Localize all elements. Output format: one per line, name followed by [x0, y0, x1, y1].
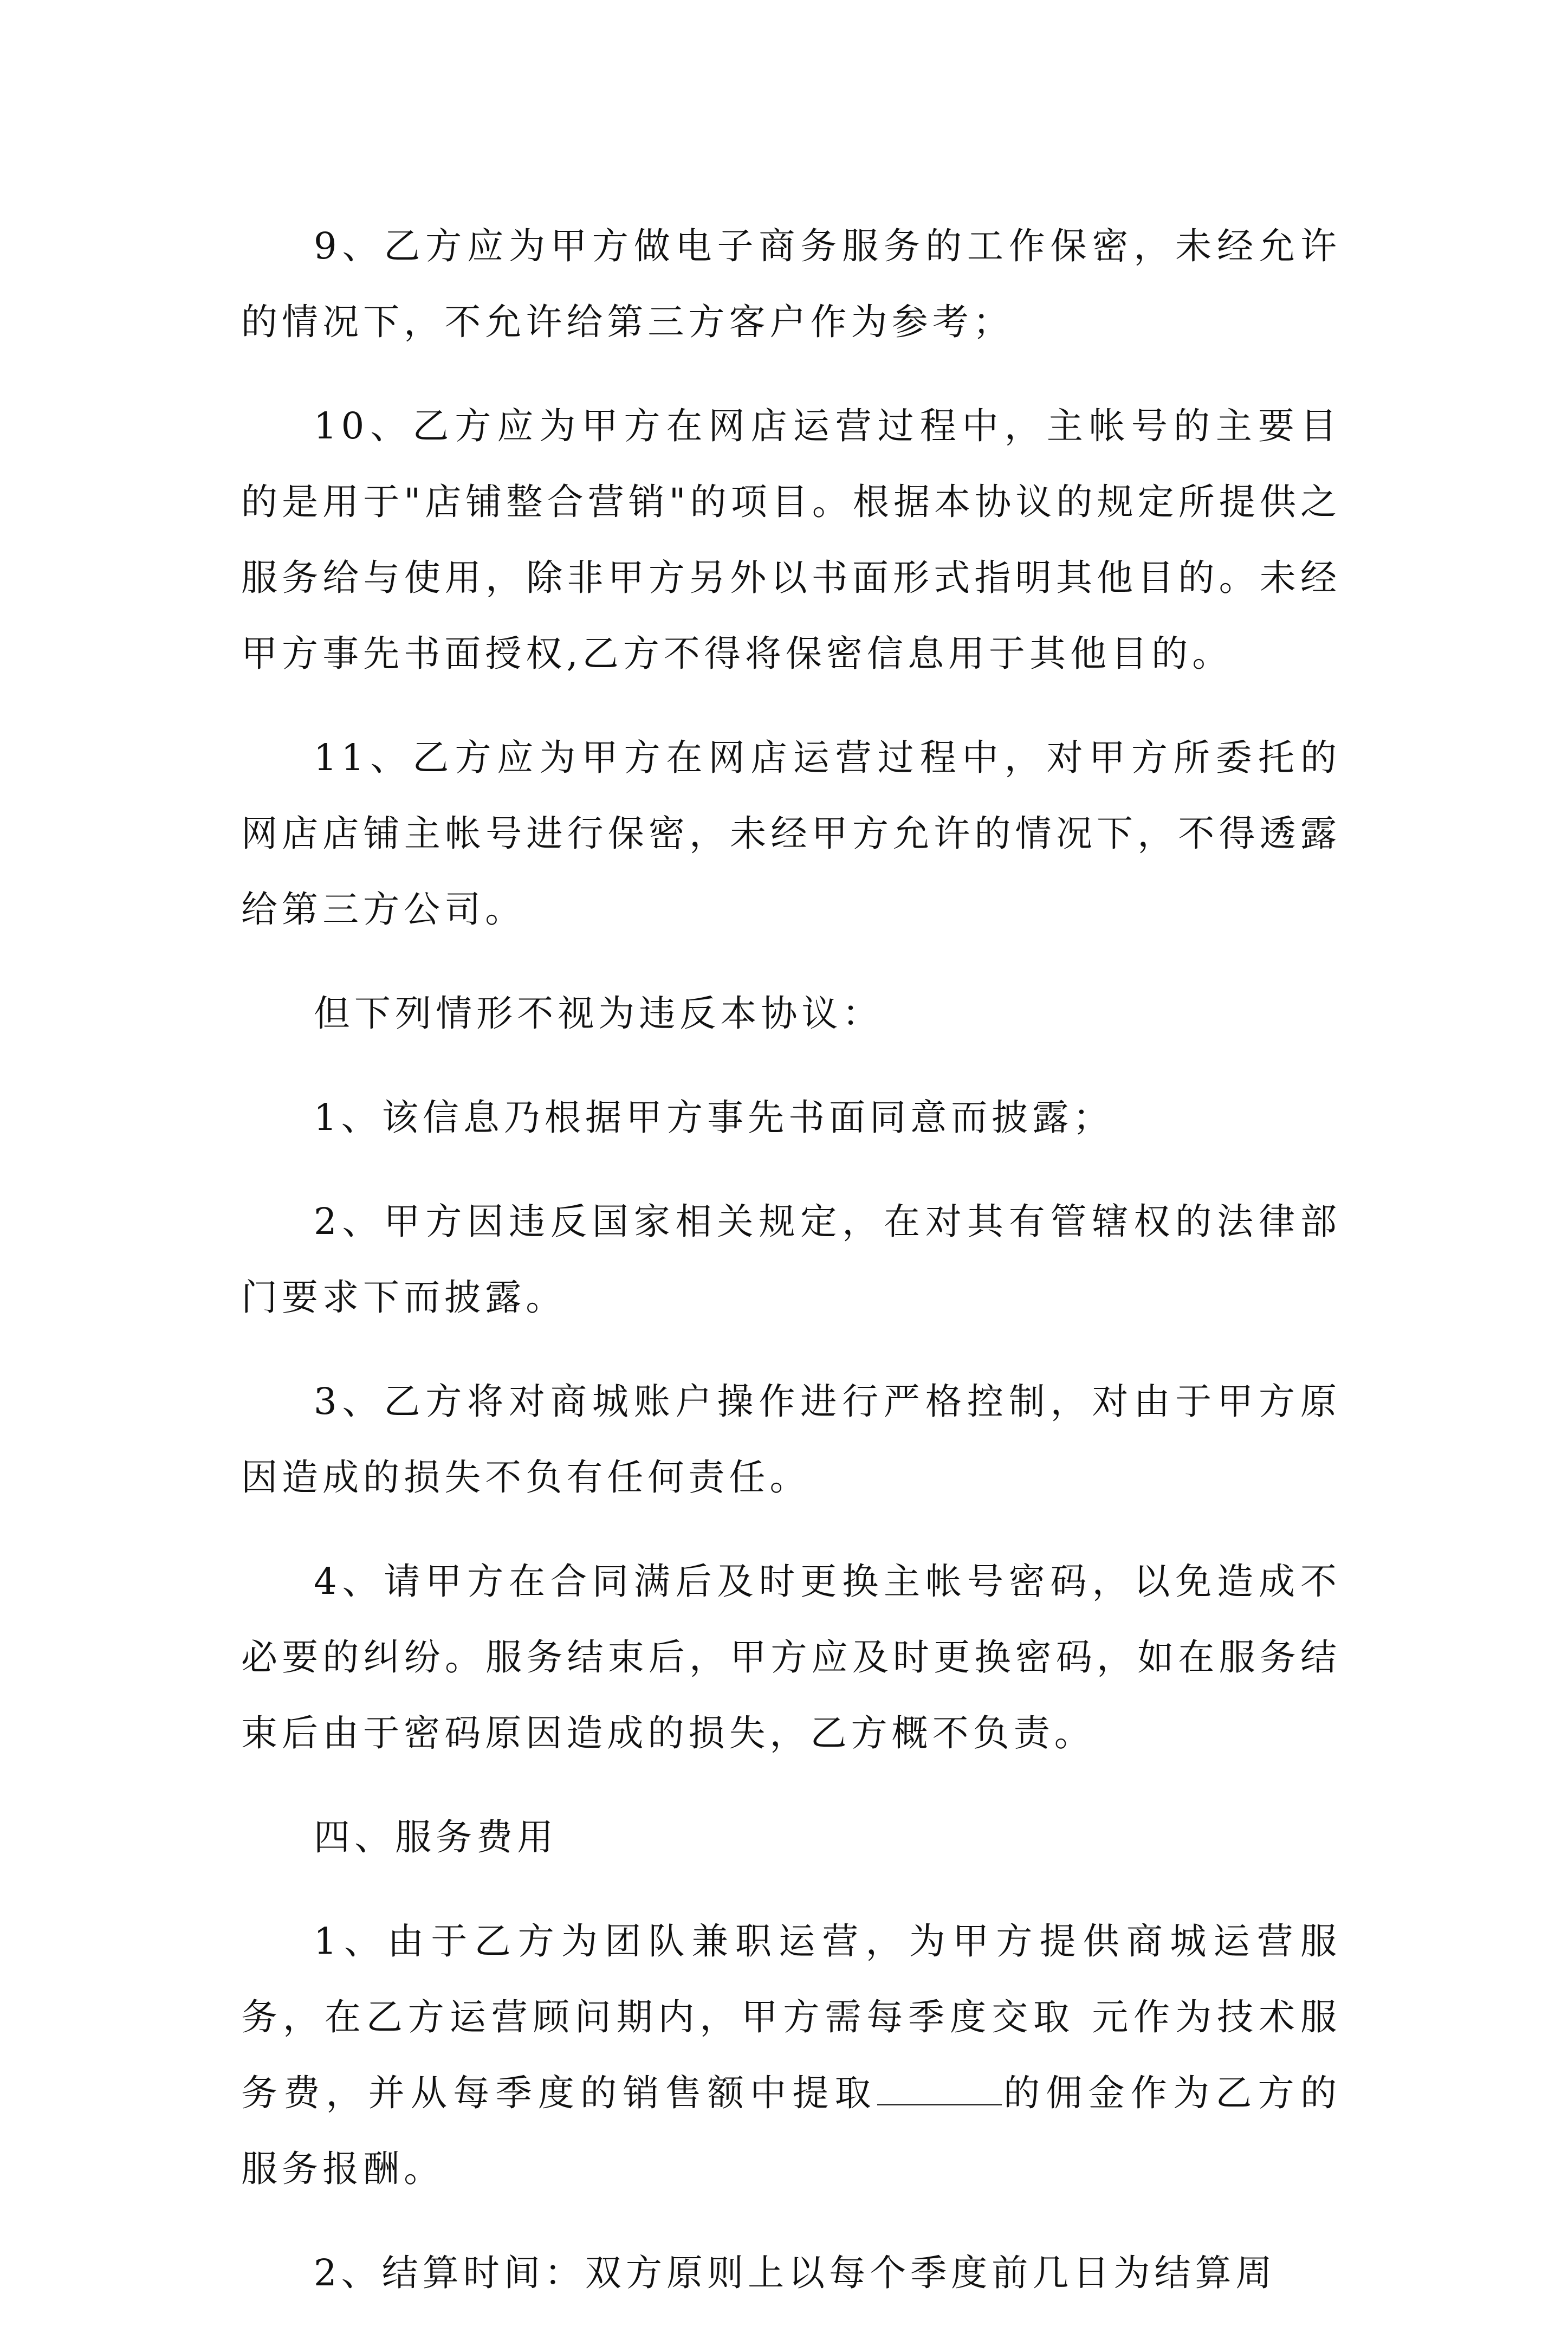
exception-1: 1、该信息乃根据甲方事先书面同意而披露； — [314, 1096, 1114, 1139]
document-body — [241, 208, 1341, 2339]
commission-blank-line — [877, 2072, 1002, 2105]
fee-clause-text-before: 1、由于乙方为团队兼职运营，为甲方提供商城运营服务，在乙方运营顾问期内，甲方需每季度交取 元作为技术服务费，并从每季度的销售额中提取 — [241, 1920, 1341, 2114]
exception-2: 2、甲方因违反国家相关规定，在对其有管辖权的法律部门要求下而披露。 — [241, 1200, 1341, 1319]
clause-10: 10、乙方应为甲方在网店运营过程中，主帐号的主要目的是用于"店铺整合营销"的项目。根据本协议的规定所提供之服务给与使用，除非甲方另外以书面形式指明其他目的。未经甲方事先书面授权,乙方不得将保密信息用于其他目的。 — [241, 405, 1341, 675]
fee-clause-text-after: 的佣金作为乙方的服务报酬。 — [241, 2072, 1341, 2190]
exception-3: 3、乙方将对商城账户操作进行严格控制，对由于甲方原因造成的损失不负有任何责任。 — [241, 1380, 1341, 1498]
clause-11: 11、乙方应为甲方在网店运营过程中，对甲方所委托的网店店铺主帐号进行保密，未经甲方允许的情况下，不得透露给第三方公司。 — [241, 736, 1341, 931]
exceptions-intro: 但下列情形不视为违反本协议： — [314, 992, 883, 1035]
fee-clause-1 — [241, 1903, 1341, 2207]
fee-clause-2: 2、结算时间：双方原则上以每个季度前几日为结算周 — [314, 2252, 1277, 2294]
clause-9: 9、乙方应为甲方做电子商务服务的工作保密，未经允许的情况下，不允许给第三方客户作为参考； — [241, 225, 1341, 343]
section-heading-service-fee: 四、服务费用 — [314, 1816, 558, 1858]
exception-4: 4、请甲方在合同满后及时更换主帐号密码，以免造成不必要的纠纷。服务结束后，甲方应及时更换密码，如在服务结束后由于密码原因造成的损失，乙方概不负责。 — [241, 1560, 1341, 1754]
